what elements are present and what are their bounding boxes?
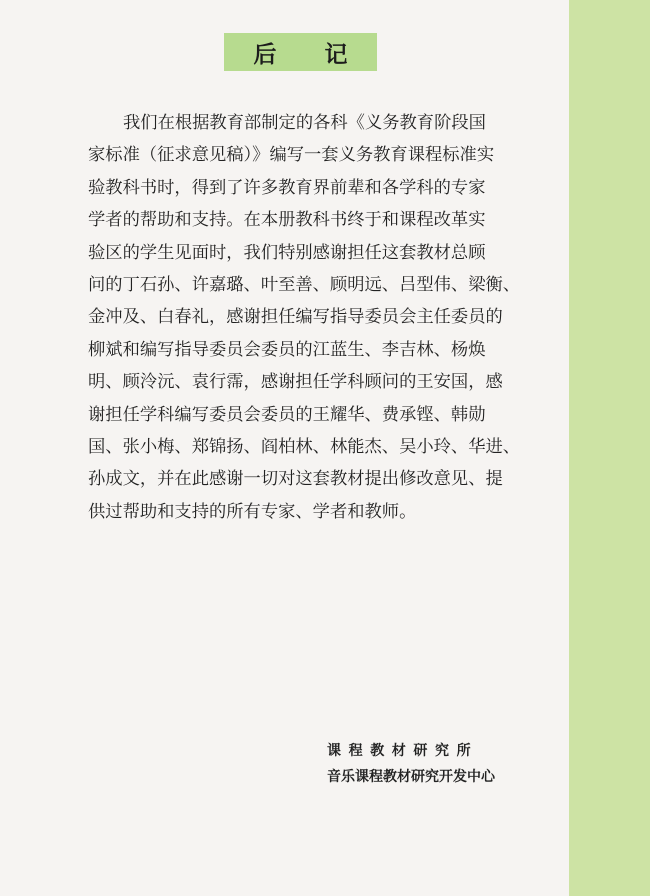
- page-title: 后 记: [253, 41, 368, 68]
- title-banner: [224, 33, 377, 71]
- paragraph-line: 柳斌和编写指导委员会委员的江蓝生、李吉林、杨焕: [88, 339, 486, 360]
- paragraph-line: 验区的学生见面时，我们特别感谢担任这套教材总顾: [88, 242, 486, 263]
- paragraph-line: 谢担任学科编写委员会委员的王耀华、费承铿、韩勋: [88, 404, 486, 425]
- paragraph-line: 国、张小梅、郑锦扬、阎柏林、林能杰、吴小玲、华进、: [88, 437, 521, 458]
- paragraph-line: 明、顾泠沅、袁行霈，感谢担任学科顾问的王安国，感: [88, 372, 503, 393]
- side-color-band: [569, 0, 650, 896]
- paragraph-line: 家标准（征求意见稿）》编写一套义务教育课程标准实: [88, 145, 495, 166]
- signature-center: 音乐课程教材研究开发中心: [327, 769, 495, 785]
- paragraph-line: 问的丁石孙、许嘉璐、叶至善、顾明远、吕型伟、梁衡、: [88, 275, 521, 296]
- signature-institute: 课程教材研究所: [327, 743, 479, 759]
- paragraph-line: 供过帮助和支持的所有专家、学者和教师。: [88, 501, 417, 522]
- afterword-paragraph: [88, 107, 544, 528]
- paragraph-line: 学者的帮助和支持。在本册教科书终于和课程改革实: [88, 210, 486, 231]
- paragraph-line: 验教科书时，得到了许多教育界前辈和各学科的专家: [88, 177, 486, 198]
- paragraph-line: 孙成文，并在此感谢一切对这套教材提出修改意见、提: [88, 469, 503, 490]
- paragraph-line: 金冲及、白春礼，感谢担任编写指导委员会主任委员的: [88, 307, 503, 328]
- signature-block: [327, 738, 495, 790]
- paragraph-line: 我们在根据教育部制定的各科《义务教育阶段国: [123, 113, 486, 133]
